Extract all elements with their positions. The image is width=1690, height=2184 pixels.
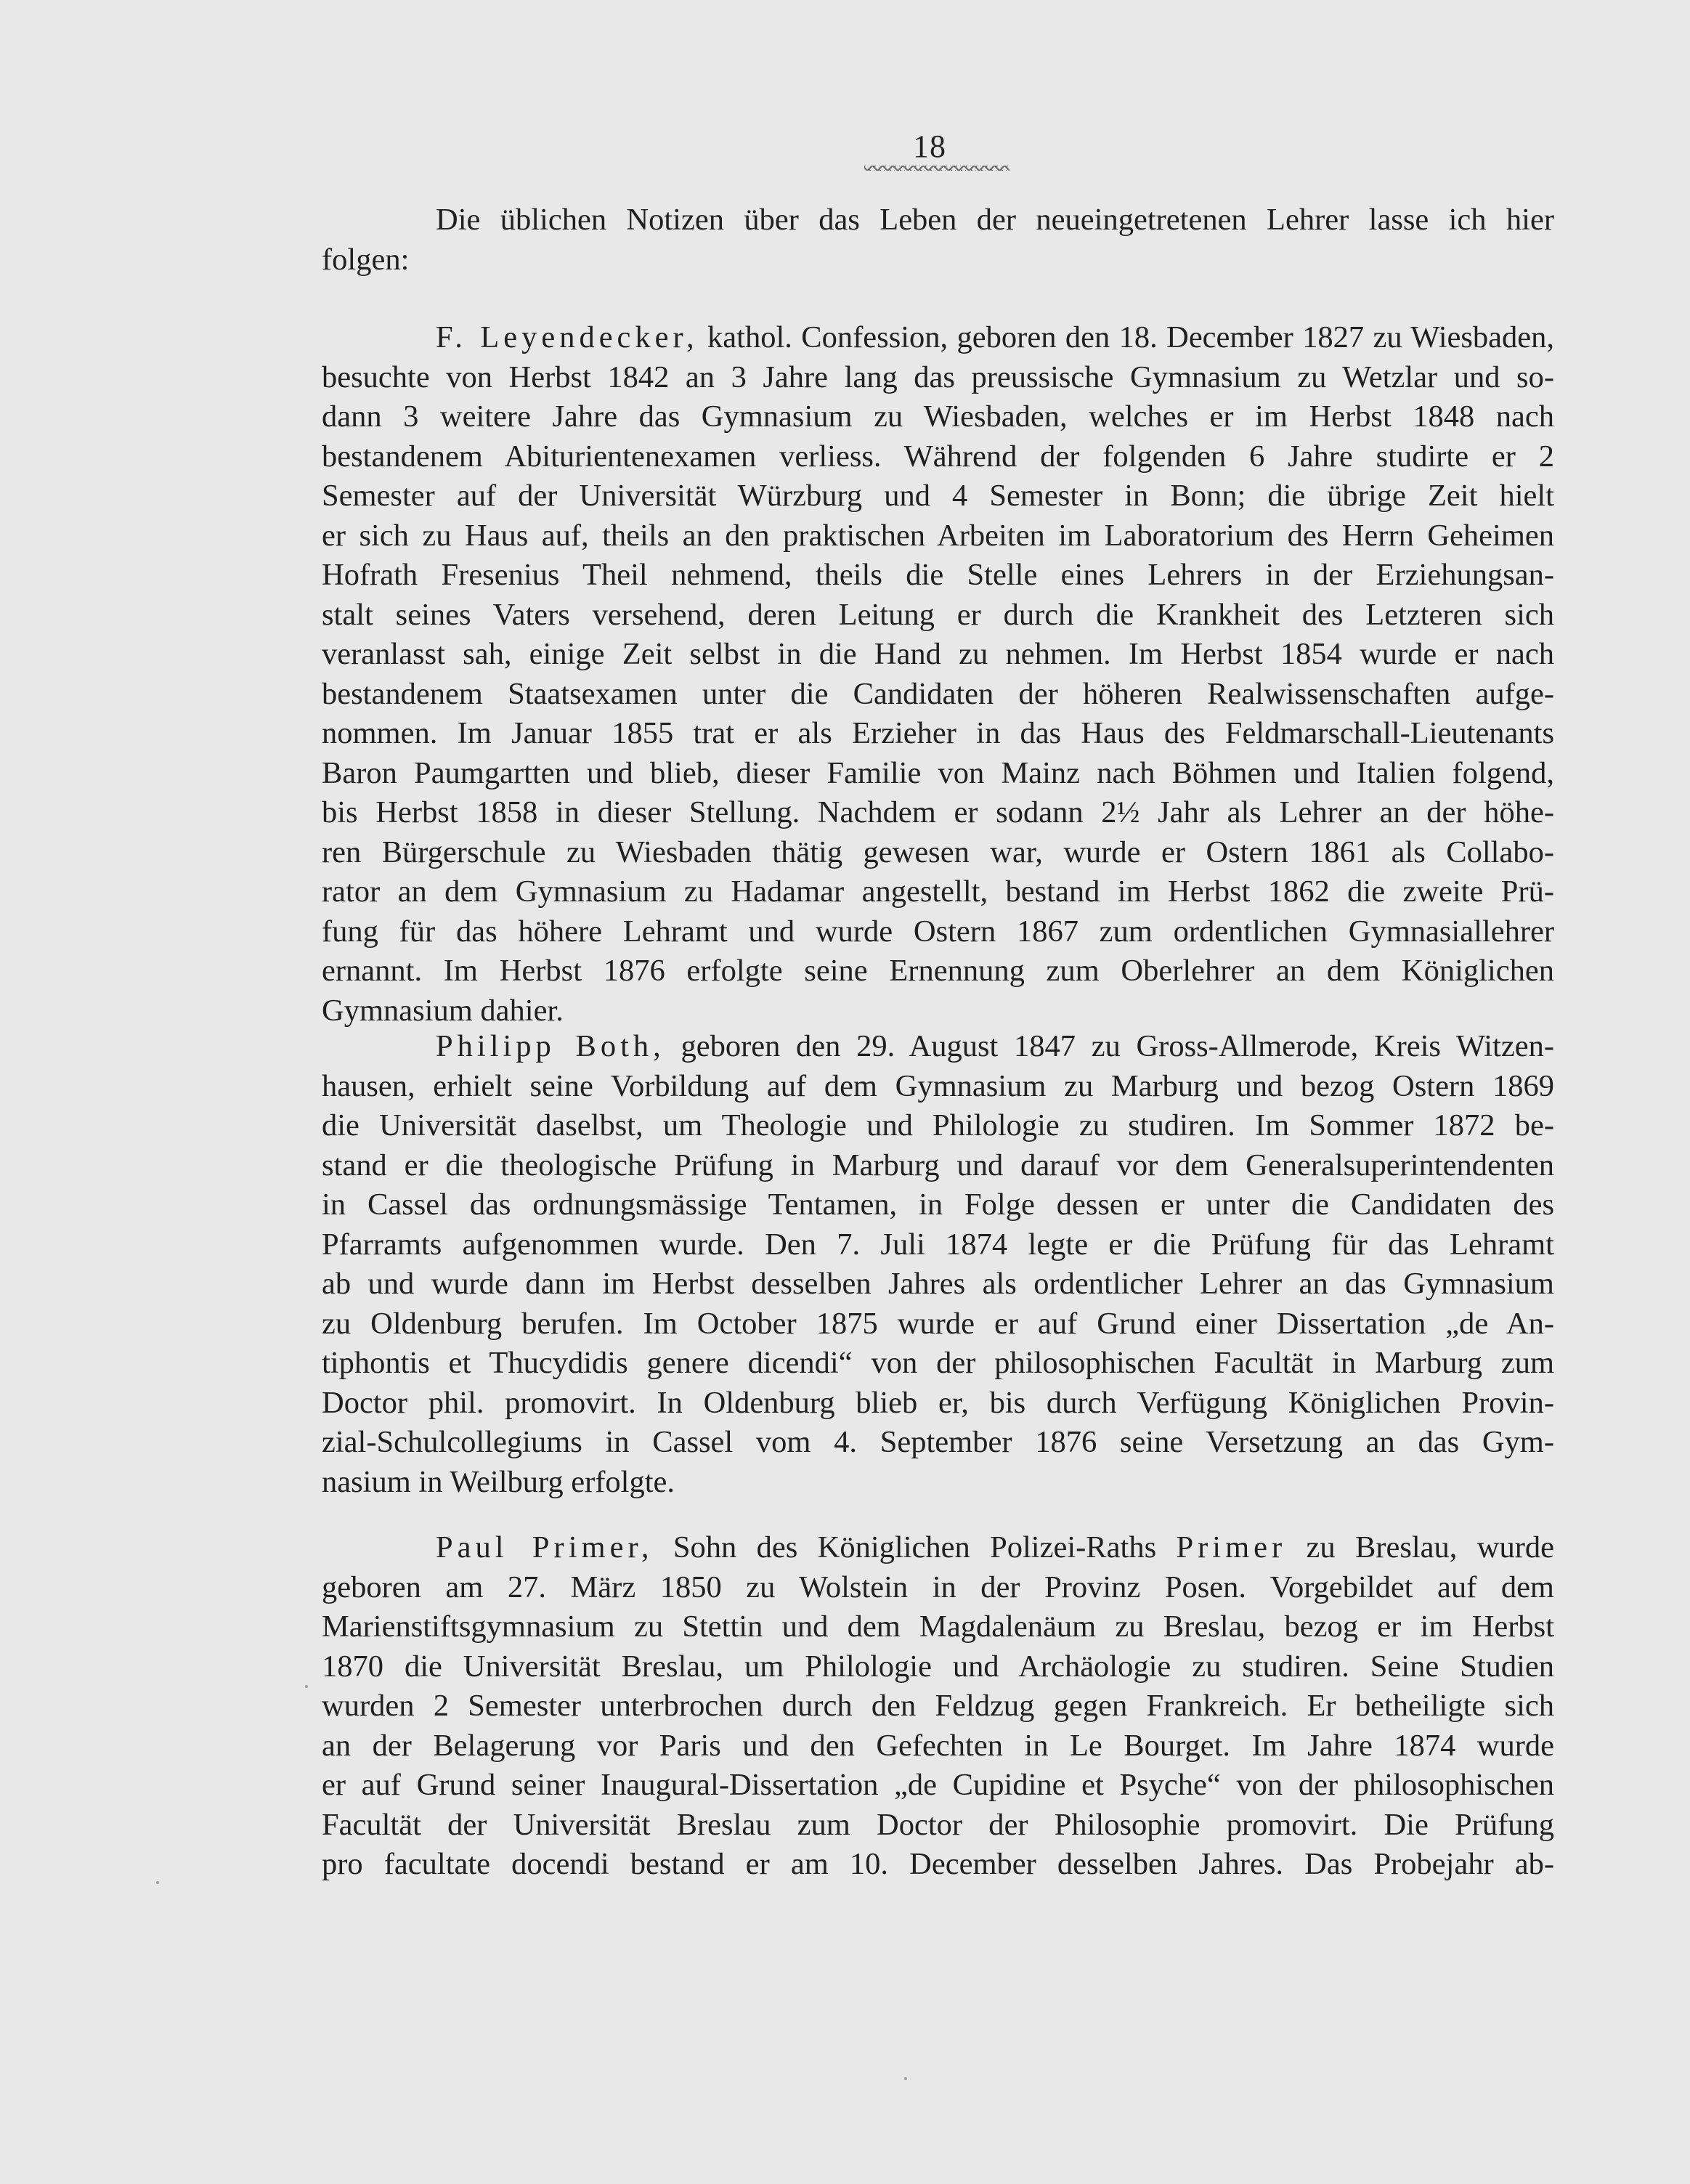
leyendecker-line: er sich zu Haus auf, theils an den praktischen Arbeiten im Laboratorium des Herrn Geheimen (322, 518, 1554, 553)
primer-line: er auf Grund seiner Inaugural-Dissertation „de Cupidine et Psyche“ von der philosophischen (322, 1768, 1554, 1802)
leyendecker-line: bis Herbst 1858 in dieser Stellung. Nachdem er sodann 2½ Jahr als Lehrer an der höhe- (322, 795, 1554, 829)
leyendecker-line: besuchte von Herbst 1842 an 3 Jahre lang das preussische Gymnasium zu Wetzlar und so- (322, 360, 1554, 394)
primer-line: Marienstiftsgymnasium zu Stettin und dem Magdalenäum zu Breslau, bezog er im Herbst (322, 1609, 1554, 1644)
both-line: ab und wurde dann im Herbst desselben Jahres als ordentlicher Lehrer an das Gymnasium (322, 1267, 1554, 1301)
both-line-1-text: geboren den 29. August 1847 zu Gross-Allmerode, Kreis Witzen- (681, 1029, 1554, 1063)
leyendecker-name: F. Leyendecker, (436, 320, 699, 354)
scan-speck (305, 1685, 308, 1688)
primer-line: geboren am 27. März 1850 zu Wolstein in der Provinz Posen. Vorgebildet auf dem (322, 1570, 1554, 1604)
leyendecker-line-1-text: kathol. Confession, geboren den 18. December 1827 zu Wiesbaden, (707, 320, 1554, 354)
primer-surname-inline: Primer (1176, 1530, 1287, 1564)
primer-line: Facultät der Universität Breslau zum Doctor der Philosophie promovirt. Die Prüfung (322, 1807, 1554, 1842)
both-name: Philipp Both, (436, 1029, 665, 1063)
both-line: zial-Schulcollegiums in Cassel vom 4. September 1876 seine Versetzung an das Gym- (322, 1425, 1554, 1459)
intro-line-2: folgen: (322, 242, 410, 277)
leyendecker-line: fung für das höhere Lehramt und wurde Ostern 1867 zum ordentlichen Gymnasiallehrer (322, 914, 1554, 949)
intro-line-1: Die üblichen Notizen über das Leben der neueingetretenen Lehrer lasse ich hier (436, 203, 1554, 237)
primer-name: Paul Primer, (436, 1530, 654, 1564)
primer-paragraph (322, 1528, 1554, 1885)
leyendecker-line: nommen. Im Januar 1855 trat er als Erzieher in das Haus des Feldmarschall-Lieutenants (322, 716, 1554, 750)
both-line: nasium in Weilburg erfolgte. (322, 1464, 675, 1499)
scan-speck (156, 1881, 159, 1884)
leyendecker-line: rator an dem Gymnasium zu Hadamar angestellt, bestand im Herbst 1862 die zweite Prü- (322, 874, 1554, 909)
leyendecker-line: bestandenem Staatsexamen unter die Candidaten der höheren Realwissenschaften aufge- (322, 676, 1554, 711)
leyendecker-line: ren Bürgerschule zu Wiesbaden thätig gewesen war, wurde er Ostern 1861 als Collabo- (322, 835, 1554, 869)
leyendecker-line: bestandenem Abiturientenexamen verliess. Während der folgenden 6 Jahre studirte er 2 (322, 439, 1554, 474)
leyendecker-paragraph (322, 318, 1554, 1031)
both-line: tiphontis et Thucydidis genere dicendi“ von der philosophischen Facultät in Marburg zum (322, 1346, 1554, 1380)
both-line: hausen, erhielt seine Vorbildung auf dem Gymnasium zu Marburg und bezog Ostern 1869 (322, 1068, 1554, 1103)
leyendecker-line: Gymnasium dahier. (322, 993, 564, 1028)
both-line: Doctor phil. promovirt. In Oldenburg blieb er, bis durch Verfügung Königlichen Provin- (322, 1385, 1554, 1420)
both-line: die Universität daselbst, um Theologie und Philologie zu studiren. Im Sommer 1872 be- (322, 1108, 1554, 1142)
both-paragraph (322, 1027, 1554, 1502)
leyendecker-line-1 (322, 318, 1554, 358)
leyendecker-line: veranlasst sah, einige Zeit selbst in die Hand zu nehmen. Im Herbst 1854 wurde er nach (322, 637, 1554, 671)
both-line: Pfarramts aufgenommen wurde. Den 7. Juli 1874 legte er die Prüfung für das Lehramt (322, 1227, 1554, 1262)
primer-line: pro facultate docendi bestand er am 10. December desselben Jahres. Das Probejahr ab- (322, 1847, 1554, 1881)
primer-line: an der Belagerung vor Paris und den Gefechten in Le Bourget. Im Jahre 1874 wurde (322, 1728, 1554, 1763)
leyendecker-line: dann 3 weitere Jahre das Gymnasium zu Wiesbaden, welches er im Herbst 1848 nach (322, 399, 1554, 434)
both-line: stand er die theologische Prüfung in Marburg und darauf vor dem Generalsuperintendenten (322, 1148, 1554, 1182)
scan-speck (904, 2077, 907, 2080)
intro-paragraph (322, 200, 1554, 280)
primer-line: 1870 die Universität Breslau, um Philologie und Archäologie zu studiren. Seine Studien (322, 1649, 1554, 1684)
page-number-ornament (864, 166, 1009, 176)
leyendecker-line: ernannt. Im Herbst 1876 erfolgte seine Ernennung zum Oberlehrer an dem Königlichen (322, 954, 1554, 988)
page-number: 18 (913, 129, 946, 164)
both-line: in Cassel das ordnungsmässige Tentamen, in Folge dessen er unter die Candidaten des (322, 1188, 1554, 1222)
primer-line-1-text-b: zu Breslau, wurde (1286, 1530, 1554, 1564)
both-line: zu Oldenburg berufen. Im October 1875 wurde er auf Grund einer Dissertation „de An- (322, 1306, 1554, 1341)
both-line-1 (322, 1027, 1554, 1067)
leyendecker-line: Semester auf der Universität Würzburg und 4 Semester in Bonn; die übrige Zeit hielt (322, 479, 1554, 513)
primer-line-1 (322, 1528, 1554, 1568)
leyendecker-line: Baron Paumgartten und blieb, dieser Familie von Mainz nach Böhmen und Italien folgend, (322, 755, 1554, 790)
primer-line: wurden 2 Semester unterbrochen durch den Feldzug gegen Frankreich. Er betheiligte sich (322, 1689, 1554, 1723)
primer-line-1-text-a: Sohn des Königlichen Polizei-Raths (673, 1530, 1177, 1564)
leyendecker-line: stalt seines Vaters versehend, deren Leitung er durch die Krankheit des Letzteren sich (322, 597, 1554, 632)
leyendecker-line: Hofrath Fresenius Theil nehmend, theils die Stelle eines Lehrers in der Erziehungsan- (322, 558, 1554, 592)
